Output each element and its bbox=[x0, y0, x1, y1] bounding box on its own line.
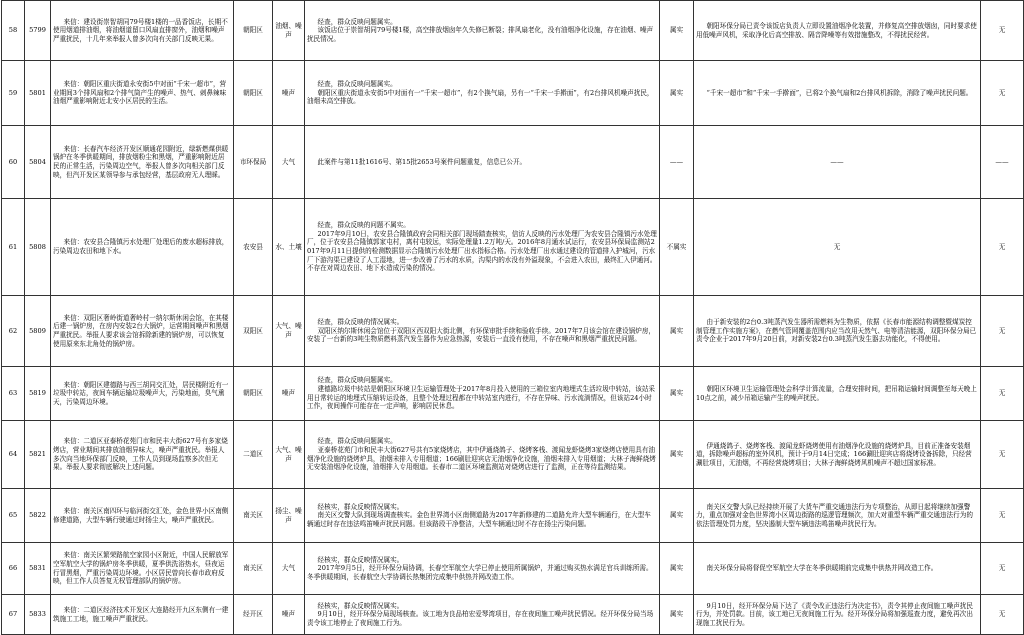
case-id: 5822 bbox=[25, 489, 51, 543]
check-result-line: 南关区交警大队到现场调查核实。金色世界湾小区南侧道路为2017年新修建的二道路允许大型车辆通行，在大型车辆通过时存在违法鸣笛噪声扰民问题。但该路段干净整洁，大型车辆通过时不存在扬尘污染问题。 bbox=[307, 511, 651, 528]
complaint-content: 来信：朝阳区建德路与西三胡同交汇处，居民楼附近有一垃圾中转站，夜间车辆运输垃圾噪声大，污染地面，臭气熏天，污染周边环境。 bbox=[53, 380, 229, 406]
district: 经开区 bbox=[234, 595, 273, 635]
accountability: 无 bbox=[981, 1, 1024, 61]
pollution-type: 噪声 bbox=[273, 595, 305, 635]
verdict: 属实 bbox=[660, 61, 694, 126]
handling-result: 伊通烧鸽子、烧烤客栈、渡闻龙虾烧烤使用有油烟净化设施的烧烤炉具，目前正准备安装烟道，拆除噪声超标的室外风机，预计于9月14日完成；166涮肚迎宾店将烧烤设备拆除，只经营涮肚项目，无油烟，不再经营烧烤项目；大林子海鲜烧烤风机噪声不超过国家标准。 bbox=[696, 441, 972, 467]
pollution-type: 噪声 bbox=[273, 367, 305, 421]
table-row bbox=[2, 296, 1024, 367]
table-row bbox=[2, 489, 1024, 543]
row-no: 62 bbox=[2, 296, 25, 367]
row-no: 59 bbox=[2, 61, 25, 126]
row-no: 58 bbox=[2, 1, 25, 61]
pollution-type: 水、土壤 bbox=[273, 199, 305, 296]
row-no: 61 bbox=[2, 199, 25, 296]
row-no: 66 bbox=[2, 543, 25, 595]
pollution-type: 大气、噪声 bbox=[273, 421, 305, 489]
complaint-content: 来信：二道区经济技术开发区大连路经开九区东侧有一建筑施工工地，施工噪声严重扰民。 bbox=[53, 605, 229, 623]
complaint-content: 来信：南关区南四环与临河街交汇处，金色世界小区南侧修建道路，大型车辆行驶通过时扬尘大，噪声严重扰民。 bbox=[53, 506, 229, 524]
pollution-type: 噪声 bbox=[273, 61, 305, 126]
district: 市环保局 bbox=[234, 126, 273, 199]
case-id: 5808 bbox=[25, 199, 51, 296]
row-no: 64 bbox=[2, 421, 25, 489]
complaint-content: 来信：长春汽车经济开发区顺通花园附近，绿新燃煤供暖锅炉在冬季供暖期间，排放烟粉尘和黑烟，严重影响附近居民的正常生活，污染周边空气，举报人曾多次向相关部门反映，但汽开发区某领导参与承包经营，基层政府无人理睬。 bbox=[53, 144, 229, 179]
verdict: 属实 bbox=[660, 296, 694, 367]
check-result-line: 2017年9月10日，农安县合隆镇政府会同相关部门现场踏查核实，信访人反映的污水处理厂为农安县合隆镇污水处理厂，位于农安县合隆镇郭家屯村，离村屯较远，实际处理量1.2万吨/天。2016年8月通水试运行，农安县环保局监测站2017年9月11日提供的检测数据显示合隆镇污水处理厂出水指标合格。污水处理厂出水通过建设的管道排入护城河，污水厂下游沟渠已建设了人工湿地，进一步改善了污水的水质，沟渠内的水没有外溢现象，不会进入农田，最终汇入伊通河。不存在对周边农田、地下水造成污染的情况。 bbox=[307, 229, 657, 273]
case-id: 5821 bbox=[25, 421, 51, 489]
table-row bbox=[2, 61, 1024, 126]
accountability: 无 bbox=[981, 367, 1024, 421]
check-result-line: 经核实，群众反映情况属实。 bbox=[317, 601, 404, 610]
row-no: 67 bbox=[2, 595, 25, 635]
accountability: 无 bbox=[981, 489, 1024, 543]
table-row bbox=[2, 543, 1024, 595]
check-result-line: 经查，群众反映问题属实。 bbox=[317, 17, 397, 26]
pollution-type: 油烟、噪声 bbox=[273, 1, 305, 61]
accountability: 无 bbox=[981, 543, 1024, 595]
table-row bbox=[2, 199, 1024, 296]
handling-result: 由于新安装的2台0.3吨蒸汽发生器所需燃料为生物质，依据《长春市能源结构调整暨煤炭控制管理工作实施方案》，在燃气管网覆盖范围内应当改用天然气、电等清洁能源，双阳环保分局已责令企业于2017年9月20日前，对新安装2台0.3吨蒸汽发生器去功能化，不得使用。 bbox=[696, 318, 977, 344]
handling-result: —— bbox=[694, 126, 981, 199]
check-result-line: 亚泰桥花苑门市和民丰大街627号共有5家烧烤店，其中伊通烧鸽子、烧烤客栈、渡闻龙虾烧烤3家烧烤店使用具有油烟净化设施的烧烤炉具，油烟未排入专用烟道；166刷肚迎宾店无油烟净化设施，油烟未排入专用烟道；大林子海鲜烧烤无安装油烟净化设施，油烟排入专用烟道。长春市二道区环境监测站对烧烤店进行了监测，正在等待监测结果。 bbox=[307, 445, 656, 472]
table-row bbox=[2, 1, 1024, 61]
verdict: 属实 bbox=[660, 1, 694, 61]
table-row bbox=[2, 367, 1024, 421]
row-no: 63 bbox=[2, 367, 25, 421]
check-result-line: 2017年9月5日，经开环保分局协调，长春空军航空大学已停止使用所属锅炉，并通过购买热水满足官兵训练所需。冬季供暖期间，长春航空大学协调长热集团完成集中供热并网改造工作。 bbox=[307, 564, 653, 581]
case-id: 5801 bbox=[25, 61, 51, 126]
handling-result: 南关环保分局将督促空军航空大学在冬季供暖期前完成集中供热并网改造工作。 bbox=[706, 564, 938, 573]
check-result-line: 经查，群众反映问题属实。 bbox=[317, 437, 397, 446]
verdict: 属实 bbox=[660, 421, 694, 489]
check-result-line: 经查，群众反映的问题不属实。 bbox=[317, 221, 410, 230]
handling-result: “千宋一超市”和“千宋一手擀面”，已将2个换气扇和2台排风机拆除，消除了噪声扰民问题。 bbox=[706, 88, 973, 97]
case-id: 5799 bbox=[25, 1, 51, 61]
case-id: 5809 bbox=[25, 296, 51, 367]
accountability: —— bbox=[981, 126, 1024, 199]
district: 朝阳区 bbox=[234, 367, 273, 421]
complaint-content: 来信：朝阳区重庆街道永安街5中对面“千宋一超市”，营业期间3个排风扇和2个排气筒产生的噪声、热气、刺鼻辣味油烟严重影响附近北安小区居民的生活。 bbox=[53, 80, 227, 106]
accountability: 无 bbox=[981, 421, 1024, 489]
pollution-type: 大气、噪声 bbox=[273, 296, 305, 367]
district: 南关区 bbox=[234, 489, 273, 543]
district: 南关区 bbox=[234, 543, 273, 595]
verdict: —— bbox=[660, 126, 694, 199]
accountability: 无 bbox=[981, 199, 1024, 296]
accountability: 无 bbox=[981, 61, 1024, 126]
check-result-line: 经核实，群众反映情况属实。 bbox=[317, 502, 404, 511]
complaint-content: 来信：二道区亚泰桥花苑门市和民丰大街627号有多家烧烤店，营业期间其排放油烟异味大，噪声严重扰民。举报人多次向当地环保部门反映，工作人员到现场监察多次但无果。举报人要求彻底解决上述问题。 bbox=[53, 437, 228, 472]
district: 双阳区 bbox=[234, 296, 273, 367]
check-result-line: 双阳区纳尔斯休闲会馆位于双阳区西双阳大街北侧，有环保审批手续和验收手续。2017年7月该会馆在建设锅炉房，安装了一台新的3吨生物质燃料蒸汽发生器作为应急热源，安装后一直没有使用，不存在噪声和黑烟严重扰民问题。 bbox=[307, 326, 656, 344]
district: 朝阳区 bbox=[234, 61, 273, 126]
verdict: 属实 bbox=[660, 595, 694, 635]
check-result-line: 经查，群众反映问题属实。 bbox=[317, 80, 397, 89]
handling-result: 南关区交警大队已经持续开展了大货车严重交通违法行为专项整治，从即日起将继续加强警力，重点加强对金色世界湾小区周边街路的巡逻管理频次，加大对重型车辆严重交通违法行为的依法管理处罚力度，坚决遏制大型车辆违法鸣笛噪声扰民行为。 bbox=[696, 502, 973, 528]
complaint-content: 来信：双阳区奢岭街道奢岭村一纳尔斯休闲会馆，在其楼后建一锅炉房，在房内安装2台大锅炉，运营期间噪声和黑烟严重扰民。举报人要求该会馆拆除新建的锅炉房，可以恢复使用原来东北角处的锅炉房。 bbox=[53, 313, 229, 348]
check-result-line: 朝阳区重庆街道永安街5中对面有一“千宋一超市”，有2个换气扇，另有一“千宋一手擀面”，有2台排风机噪声扰民，油烟未高空排放。 bbox=[307, 88, 654, 106]
handling-result: 朝阳环保分局已责令该饭店负责人立即设置油烟净化装置，并修复高空排放烟囱，同时要求使用低噪声风机，采取净化后高空排放、隔音降噪等有效措施整改，不得扰民经营。 bbox=[696, 21, 977, 39]
check-result-line: 建德路垃圾中转站是朝阳区环境卫生运输管理处于2017年8月投入使用的三箱位室内地埋式生活垃圾中转站，该站采用日常转运的地埋式压缩转运设备，且整个处理过程都在中转站室内进行，不存在异味、污水流淌情况，但该站24小时工作，夜间操作可能存在一定声响，影响居民休息。 bbox=[307, 384, 656, 411]
accountability: 无 bbox=[981, 595, 1024, 635]
complaint-content: 来信：建设街崇智胡同79号楼1楼的一品香饭店，长期不使用烟道排油烟，将油烟道留口风扇直排窗外，油烟和噪声严重扰民，十几年来举报人曾多次向有关部门反映无果。 bbox=[53, 17, 228, 43]
case-id: 5833 bbox=[25, 595, 51, 635]
district: 二道区 bbox=[234, 421, 273, 489]
table-row bbox=[2, 595, 1024, 635]
verdict: 属实 bbox=[660, 489, 694, 543]
handling-result: 9月10日，经开环保分局下达了《责令改正违法行为决定书》，责令其停止夜间施工噪声扰民行为，并处罚款。目前，该工地已无夜间施工行为。经开环保分局将加强巡查力度，避免再次出现施工扰民行为。 bbox=[696, 601, 973, 627]
pollution-type: 扬尘、噪声 bbox=[273, 489, 305, 543]
row-no: 60 bbox=[2, 126, 25, 199]
table-row bbox=[2, 421, 1024, 489]
check-result-line: 9月10日，经开环保分局现场核查。该工地为良品柏宏爱琴湾项目，存在夜间施工噪声扰民情况。经开环保分局当场责令该工地停止了夜间施工行为。 bbox=[307, 610, 654, 627]
case-id: 5831 bbox=[25, 543, 51, 595]
case-id: 5804 bbox=[25, 126, 51, 199]
handling-result: 朝阳区环境卫生运输管理处会科学计算流量，合理安排时间，把吊箱运输时间调整至每天晚上10点之前，减少吊箱运输产生的噪声扰民。 bbox=[696, 384, 977, 402]
check-result-line: 经核实，群众反映情况属实。 bbox=[317, 555, 404, 564]
case-id: 5819 bbox=[25, 367, 51, 421]
check-result-line: 经查，群众反映的情况属实。 bbox=[317, 318, 404, 327]
verdict: 属实 bbox=[660, 543, 694, 595]
row-no: 65 bbox=[2, 489, 25, 543]
complaint-content: 来信：农安县合隆镇污水处理厂处理后的废水超标排放，污染周边农田和地下水。 bbox=[53, 238, 229, 255]
accountability: 无 bbox=[981, 296, 1024, 367]
pollution-type: 大气 bbox=[273, 543, 305, 595]
verdict: 不属实 bbox=[660, 199, 694, 296]
district: 朝阳区 bbox=[234, 1, 273, 61]
check-result-line: 此案件与第11批1616号、第15批2653号案件问题重复，信息已公开。 bbox=[317, 157, 527, 166]
complaint-table bbox=[1, 0, 1024, 635]
check-result-line: 经查，群众反映问题属实。 bbox=[317, 376, 397, 385]
handling-result: 无 bbox=[694, 199, 981, 296]
complaint-content: 来信：南关区繁荣路航空家园小区附近，中国人民解放军空军航空大学的锅炉房冬季供暖，夏季供洗浴热水，昼夜运行冒黑烟，严重污染周边环境。小区居民曾向长春市政府反映，但工作人员答复无权管理部队的锅炉房。 bbox=[53, 551, 229, 586]
district: 农安县 bbox=[234, 199, 273, 296]
check-result-line: 该饭店位于崇智胡同79号楼1楼，高空排放烟囱年久失修已断裂；排风扇老化，没有油烟净化设施，存在油烟、噪声扰民情况。 bbox=[307, 26, 654, 43]
verdict: 属实 bbox=[660, 367, 694, 421]
pollution-type: 大气 bbox=[273, 126, 305, 199]
table-row bbox=[2, 126, 1024, 199]
